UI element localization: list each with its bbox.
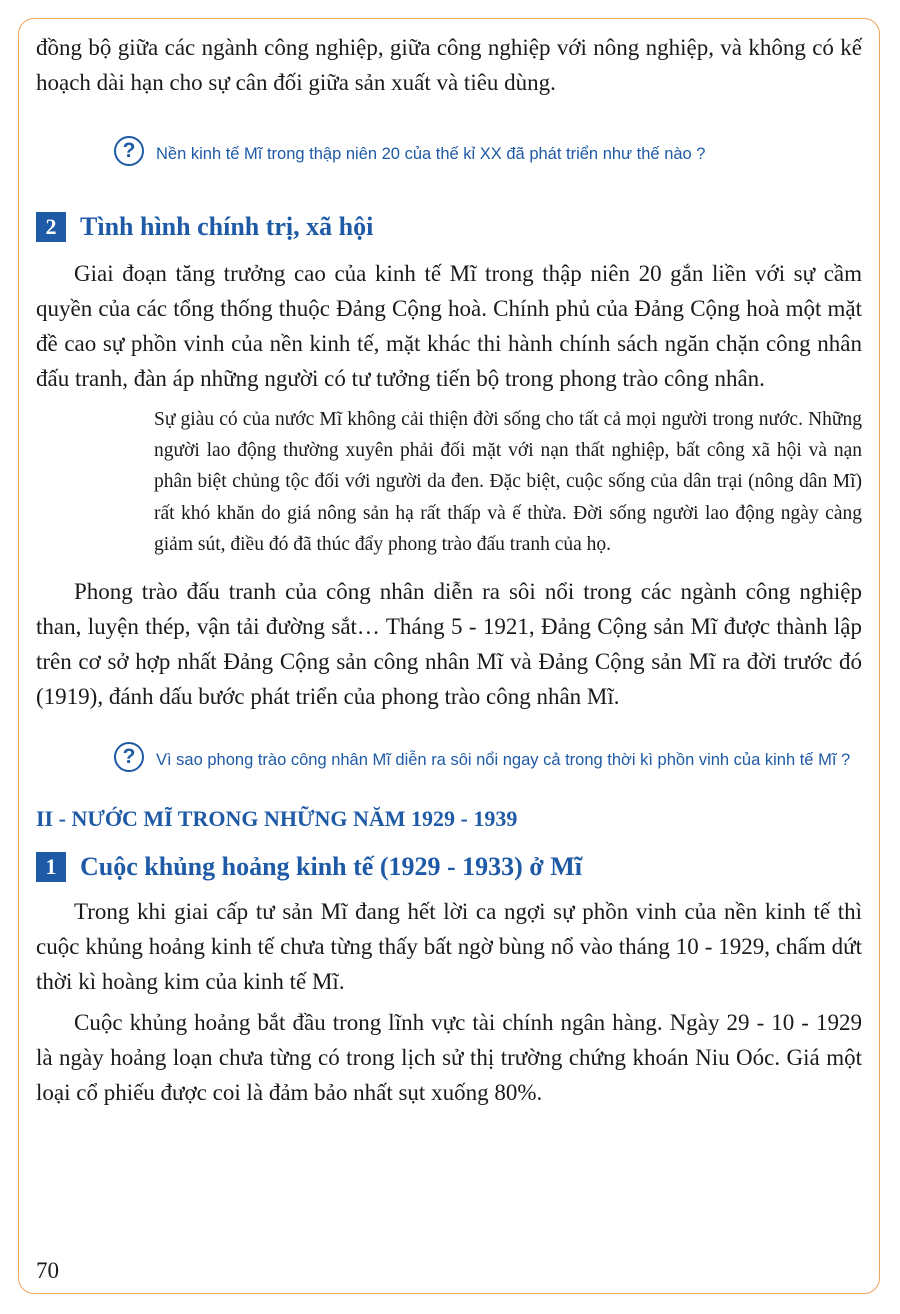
section-1-paragraph-2: Cuộc khủng hoảng bắt đầu trong lĩnh vực tài chính ngân hàng. Ngày 29 - 10 - 1929 là ngày hoảng loạn chưa từng có trong lịch sử thị trường chứng khoán Niu Oóc. Giá một loại cổ phiếu được coi là đảm bảo nhất sụt xuống 80%. bbox=[36, 1010, 862, 1106]
question-icon: ? bbox=[114, 136, 144, 166]
section-number-badge: 2 bbox=[36, 212, 66, 242]
page-content bbox=[36, 30, 862, 1110]
section-2-paragraph-2: Phong trào đấu tranh của công nhân diễn ra sôi nổi trong các ngành công nghiệp than, luyện thép, vận tải đường sắt… Tháng 5 - 1921, Đảng Cộng sản Mĩ được thành lập trên cơ sở hợp nhất Đảng Cộng sản công nhân Mĩ và Đảng Cộng sản Mĩ ra đời trước đó (1919), đánh dấu bước phát triển của phong trào công nhân Mĩ. bbox=[36, 579, 862, 710]
question-text-1: Nền kinh tế Mĩ trong thập niên 20 của thế kỉ XX đã phát triển như thế nào ? bbox=[156, 145, 706, 163]
question-icon: ? bbox=[114, 742, 144, 772]
paragraph-top: đồng bộ giữa các ngành công nghiệp, giữa công nghiệp với nông nghiệp, và không có kế hoạch dài hạn cho sự cân đối giữa sản xuất và tiêu dùng. bbox=[36, 35, 862, 95]
page-number: 70 bbox=[36, 1258, 59, 1283]
part-heading: II - NƯỚC MĨ TRONG NHỮNG NĂM 1929 - 1939 bbox=[36, 806, 518, 832]
question-box-2 bbox=[114, 742, 862, 772]
section-title: Tình hình chính trị, xã hội bbox=[80, 212, 374, 241]
section-title: Cuộc khủng hoảng kinh tế (1929 - 1933) ở Mĩ bbox=[80, 852, 582, 882]
section-heading-1 bbox=[36, 852, 862, 882]
section-heading-2 bbox=[36, 212, 862, 242]
section-number-badge: 1 bbox=[36, 852, 66, 882]
question-box-1 bbox=[114, 136, 862, 166]
section-2-paragraph-1: Giai đoạn tăng trưởng cao của kinh tế Mĩ trong thập niên 20 gắn liền với sự cầm quyền của các tổng thống thuộc Đảng Cộng hoà. Chính phủ của Đảng Cộng hoà một mặt đề cao sự phồn vinh của nền kinh tế, mặt khác thi hành chính sách ngăn chặn công nhân đấu tranh, đàn áp những người có tư tưởng tiến bộ trong phong trào công nhân. bbox=[36, 261, 862, 391]
excerpt-block: Sự giàu có của nước Mĩ không cải thiện đời sống cho tất cả mọi người trong nước. Những người lao động thường xuyên phải đối mặt với nạn thất nghiệp, bất công xã hội và nạn phân biệt chủng tộc đối với người da đen. Đặc biệt, cuộc sống của dân trại (nông dân Mĩ) rất khó khăn do giá nông sản hạ rất thấp và ế thừa. Đời sống người lao động ngày càng giảm sút, điều đó đã thúc đẩy phong trào đấu tranh của họ. bbox=[154, 409, 862, 555]
section-1-paragraph-1: Trong khi giai cấp tư sản Mĩ đang hết lời ca ngợi sự phồn vinh của nền kinh tế thì cuộc khủng hoảng kinh tế chưa từng thấy bất ngờ bùng nổ vào tháng 10 - 1929, chấm dứt thời kì hoàng kim của kinh tế Mĩ. bbox=[36, 899, 862, 995]
question-text-2: Vì sao phong trào công nhân Mĩ diễn ra sôi nổi ngay cả trong thời kì phồn vinh của kinh tế Mĩ ? bbox=[156, 751, 851, 770]
